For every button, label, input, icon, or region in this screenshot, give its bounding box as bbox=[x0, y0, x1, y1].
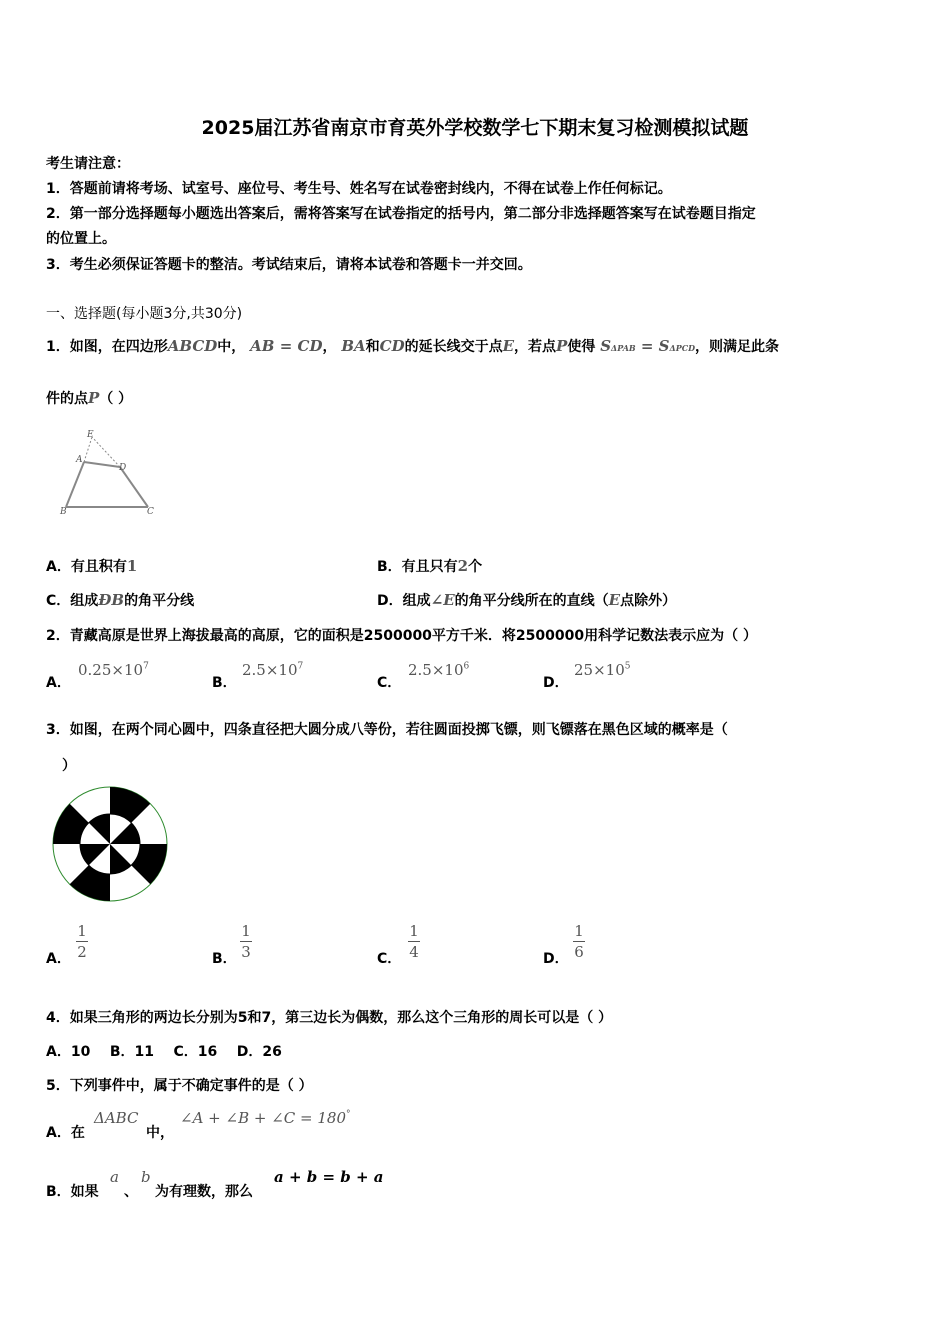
fraction-numerator: 1 bbox=[409, 922, 419, 940]
q1-math-sub: ΔPAB bbox=[611, 343, 636, 353]
q3-stem: 3．如图，在两个同心圆中，四条直径把大圆分成八等份，若往圆面投掷飞镖，则飞镖落在黑色区域的概率是（ bbox=[46, 722, 728, 738]
q3-dartboard-figure bbox=[50, 784, 170, 904]
fraction-bar bbox=[240, 941, 252, 942]
fraction-denominator: 2 bbox=[77, 943, 87, 961]
q1-math-sub: ΔPCD bbox=[669, 343, 696, 353]
notice-item-2: 2．第一部分选择题每小题选出答案后，需将答案写在试卷指定的括号内，第二部分非选择题答案写在试卷题目指定 bbox=[46, 206, 756, 222]
q3-option-c-label: C． bbox=[377, 951, 402, 967]
fraction-numerator: 1 bbox=[574, 922, 584, 940]
q1-text: （ ） bbox=[99, 391, 133, 407]
page-title: 2025届江苏省南京市育英外学校数学七下期末复习检测模拟试题 bbox=[201, 117, 749, 139]
notice-item-2-cont: 的位置上。 bbox=[46, 231, 116, 247]
q2-option-d-label: D． bbox=[543, 675, 569, 691]
q5-option-a-math2 bbox=[180, 1108, 350, 1127]
q2-option-a-label: A． bbox=[46, 675, 71, 691]
option-text: 点除外） bbox=[620, 593, 677, 609]
q3-option-d-fraction bbox=[573, 922, 585, 961]
q1-math-abcd: ABCD bbox=[167, 337, 218, 355]
q1-option-a bbox=[46, 556, 137, 576]
q1-option-c bbox=[46, 590, 194, 610]
q1-text: 件的点 bbox=[46, 391, 88, 407]
fig-extension-ae bbox=[84, 437, 92, 462]
q1-text: ， bbox=[322, 339, 337, 355]
q3-option-d-label: D． bbox=[543, 951, 569, 967]
q5-option-b-mid: 为有理数，那么 bbox=[155, 1184, 253, 1200]
q4-options: A．10 B．11 C．16 D．26 bbox=[46, 1044, 282, 1060]
q2-stem: 2．青藏高原是世界上海拔最高的高原，它的面积是2500000平方千米．将2500000用科学记数法表示应为（ ） bbox=[46, 628, 757, 644]
option-math: a bbox=[110, 1168, 119, 1186]
fraction-bar bbox=[573, 941, 585, 942]
fraction-bar bbox=[408, 941, 420, 942]
option-text: D．组成 bbox=[377, 593, 431, 609]
q5-option-b-math-b bbox=[141, 1167, 151, 1186]
option-math: 25×10 bbox=[574, 661, 625, 679]
option-text: C．组成 bbox=[46, 593, 99, 609]
fig-label-a: A bbox=[76, 455, 83, 465]
fig-edge-ad bbox=[84, 462, 120, 467]
fraction-denominator: 3 bbox=[241, 943, 251, 961]
option-text: 的角平分线所在的直线（ bbox=[454, 593, 609, 609]
option-text: 个 bbox=[468, 559, 483, 575]
option-math: 2.5×10 bbox=[408, 661, 464, 679]
fig-edge-dc bbox=[120, 467, 148, 507]
q1-text: 1．如图，在四边形 bbox=[46, 339, 168, 355]
notice-item-3: 3．考生必须保证答题卡的整洁。考试结束后，请将本试卷和答题卡一并交回。 bbox=[46, 257, 532, 273]
q2-option-b-label: B． bbox=[212, 675, 237, 691]
q3-stem-cont: ） bbox=[62, 758, 76, 774]
q2-option-b-value bbox=[242, 660, 303, 679]
q1-math-e: E bbox=[502, 337, 515, 355]
notice-item-1: 1．答题前请将考场、试室号、座位号、考生号、姓名写在试卷密封线内，不得在试卷上作任何标记。 bbox=[46, 181, 672, 197]
option-math: b bbox=[141, 1168, 151, 1186]
q1-math-s: = S bbox=[635, 337, 670, 355]
q5-option-b-math-a bbox=[110, 1167, 119, 1186]
q1-text: ，若点 bbox=[514, 339, 557, 355]
q3-option-a-label: A． bbox=[46, 951, 71, 967]
q2-option-a-value bbox=[78, 660, 149, 679]
q1-math-ba: BA bbox=[341, 337, 366, 355]
q5-option-b: B．如果 bbox=[46, 1184, 99, 1200]
option-math: 2.5×10 bbox=[242, 661, 298, 679]
notice-heading: 考生请注意： bbox=[46, 156, 130, 172]
fig-extension-de bbox=[92, 437, 120, 467]
fraction-numerator: 1 bbox=[77, 922, 87, 940]
option-math: ÐB bbox=[98, 591, 125, 609]
q1-text: ，则满足此条 bbox=[695, 339, 780, 355]
q1-math-p: P bbox=[556, 337, 568, 355]
q1-text: 的延长线交于点 bbox=[404, 339, 503, 355]
section-heading: 一、选择题(每小题3分,共30分) bbox=[46, 306, 243, 322]
option-math: ∠E bbox=[430, 591, 455, 609]
fig-label-d: D bbox=[119, 463, 127, 473]
fig-label-e: E bbox=[87, 430, 94, 440]
option-text: B．有且只有 bbox=[377, 559, 458, 575]
fig-label-b: B bbox=[60, 507, 67, 517]
option-exponent: 7 bbox=[143, 661, 149, 672]
fraction-denominator: 4 bbox=[409, 943, 419, 961]
option-exponent: 5 bbox=[624, 661, 631, 672]
q1-stem bbox=[46, 336, 779, 356]
q1-option-d bbox=[377, 590, 676, 610]
fig-label-c: C bbox=[147, 507, 154, 517]
q3-option-b-fraction bbox=[240, 922, 252, 961]
fig-edge-ba bbox=[66, 462, 84, 507]
q1-math-s: S bbox=[600, 337, 612, 355]
q5-option-b-math-eq bbox=[274, 1167, 383, 1186]
option-math: ΔABC bbox=[94, 1109, 139, 1127]
q5-option-a bbox=[46, 1122, 85, 1142]
option-text: 的角平分线 bbox=[124, 593, 195, 609]
fraction-bar bbox=[76, 941, 88, 942]
fraction-denominator: 6 bbox=[574, 943, 584, 961]
q1-text: 和 bbox=[365, 339, 380, 355]
q3-option-c-fraction bbox=[408, 922, 420, 961]
q1-math-p: P bbox=[88, 389, 100, 407]
q1-quadrilateral-figure bbox=[56, 425, 161, 520]
q5-option-a-math1 bbox=[94, 1108, 138, 1127]
option-text: A．在 bbox=[46, 1125, 85, 1141]
option-exponent: 7 bbox=[297, 661, 304, 672]
option-math: 0.25×10 bbox=[78, 661, 144, 679]
option-math: E bbox=[608, 591, 621, 609]
q4-stem: 4．如果三角形的两边长分别为5和7，第三边长为偶数，那么这个三角形的周长可以是（ ） bbox=[46, 1010, 613, 1026]
q3-option-b-label: B． bbox=[212, 951, 237, 967]
q5-option-a-mid: 中， bbox=[146, 1125, 174, 1141]
option-math: 2 bbox=[457, 557, 469, 575]
q1-text: 使得 bbox=[567, 339, 596, 355]
q1-text: 中， bbox=[217, 339, 246, 355]
q1-math-cd: CD bbox=[379, 337, 405, 355]
option-exponent: 6 bbox=[463, 661, 470, 672]
q2-option-c-value bbox=[408, 660, 469, 679]
option-degree: ° bbox=[345, 1109, 351, 1120]
q5-option-b-sep: 、 bbox=[124, 1184, 138, 1200]
q1-stem-cont bbox=[46, 388, 132, 408]
option-math: a + b = b + a bbox=[274, 1168, 384, 1186]
q2-option-d-value bbox=[574, 660, 630, 679]
option-text: A．有且积有 bbox=[46, 559, 127, 575]
q1-math-ab-cd: AB = CD bbox=[250, 337, 323, 355]
fraction-numerator: 1 bbox=[241, 922, 251, 940]
q5-stem: 5．下列事件中，属于不确定事件的是（ ） bbox=[46, 1078, 313, 1094]
option-math: ∠A + ∠B + ∠C = 180 bbox=[180, 1109, 346, 1127]
option-math: 1 bbox=[126, 557, 138, 575]
q1-option-b bbox=[377, 556, 482, 576]
q3-option-a-fraction bbox=[76, 922, 88, 961]
q2-option-c-label: C． bbox=[377, 675, 402, 691]
